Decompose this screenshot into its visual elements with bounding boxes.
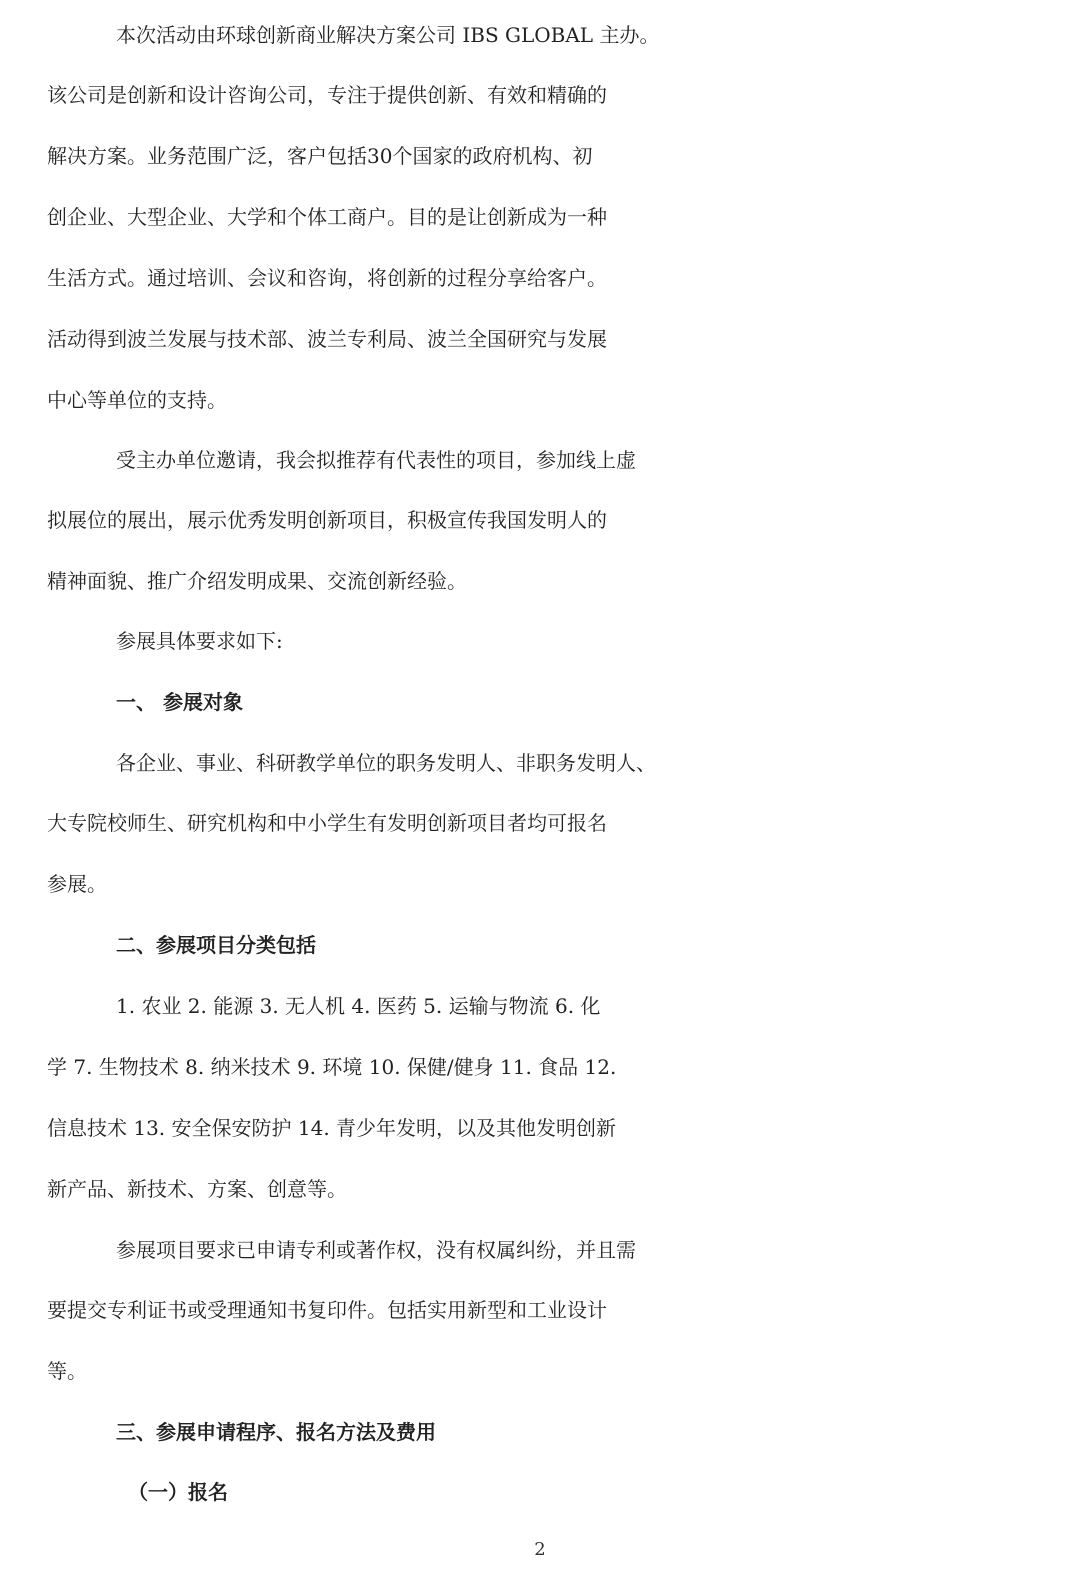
paragraph-line: 精神面貌、推广介绍发明成果、交流创新经验。 bbox=[47, 569, 467, 593]
paragraph-line: 各企业、事业、科研教学单位的职务发明人、非职务发明人、 bbox=[116, 751, 656, 775]
paragraph-line: 等。 bbox=[47, 1359, 87, 1383]
paragraph-line: 拟展位的展出，展示优秀发明创新项目，积极宣传我国发明人的 bbox=[47, 508, 607, 532]
sub-heading: （一）报名 bbox=[128, 1480, 228, 1504]
page-number: 2 bbox=[534, 1539, 546, 1560]
paragraph-line: 本次活动由环球创新商业解决方案公司 IBS GLOBAL 主办。 bbox=[116, 23, 660, 47]
paragraph-line: 参展项目要求已申请专利或著作权，没有权属纠纷，并且需 bbox=[116, 1238, 636, 1262]
paragraph-line: 大专院校师生、研究机构和中小学生有发明创新项目者均可报名 bbox=[47, 811, 607, 835]
paragraph-line: 解决方案。业务范围广泛，客户包括30个国家的政府机构、初 bbox=[47, 144, 593, 168]
paragraph-line: 受主办单位邀请，我会拟推荐有代表性的项目，参加线上虚 bbox=[116, 448, 636, 472]
paragraph-line: 该公司是创新和设计咨询公司，专注于提供创新、有效和精确的 bbox=[47, 83, 607, 107]
section-heading: 二、参展项目分类包括 bbox=[116, 933, 316, 957]
list-line: 1. 农业 2. 能源 3. 无人机 4. 医药 5. 运输与物流 6. 化 bbox=[116, 994, 601, 1018]
list-line: 新产品、新技术、方案、创意等。 bbox=[47, 1177, 347, 1201]
list-line: 信息技术 13. 安全保安防护 14. 青少年发明，以及其他发明创新 bbox=[47, 1116, 617, 1140]
list-line: 学 7. 生物技术 8. 纳米技术 9. 环境 10. 保健/健身 11. 食品 12. bbox=[47, 1055, 617, 1079]
section-heading: 一、 参展对象 bbox=[116, 690, 243, 714]
paragraph-line: 要提交专利证书或受理通知书复印件。包括实用新型和工业设计 bbox=[47, 1298, 607, 1322]
section-heading: 三、参展申请程序、报名方法及费用 bbox=[116, 1420, 436, 1444]
paragraph-line: 活动得到波兰发展与技术部、波兰专利局、波兰全国研究与发展 bbox=[47, 327, 607, 351]
paragraph-line: 生活方式。通过培训、会议和咨询，将创新的过程分享给客户。 bbox=[47, 266, 607, 290]
paragraph-line: 中心等单位的支持。 bbox=[47, 388, 227, 412]
paragraph-line: 参展。 bbox=[47, 872, 107, 896]
paragraph-line: 参展具体要求如下: bbox=[116, 629, 283, 653]
paragraph-line: 创企业、大型企业、大学和个体工商户。目的是让创新成为一种 bbox=[47, 205, 607, 229]
